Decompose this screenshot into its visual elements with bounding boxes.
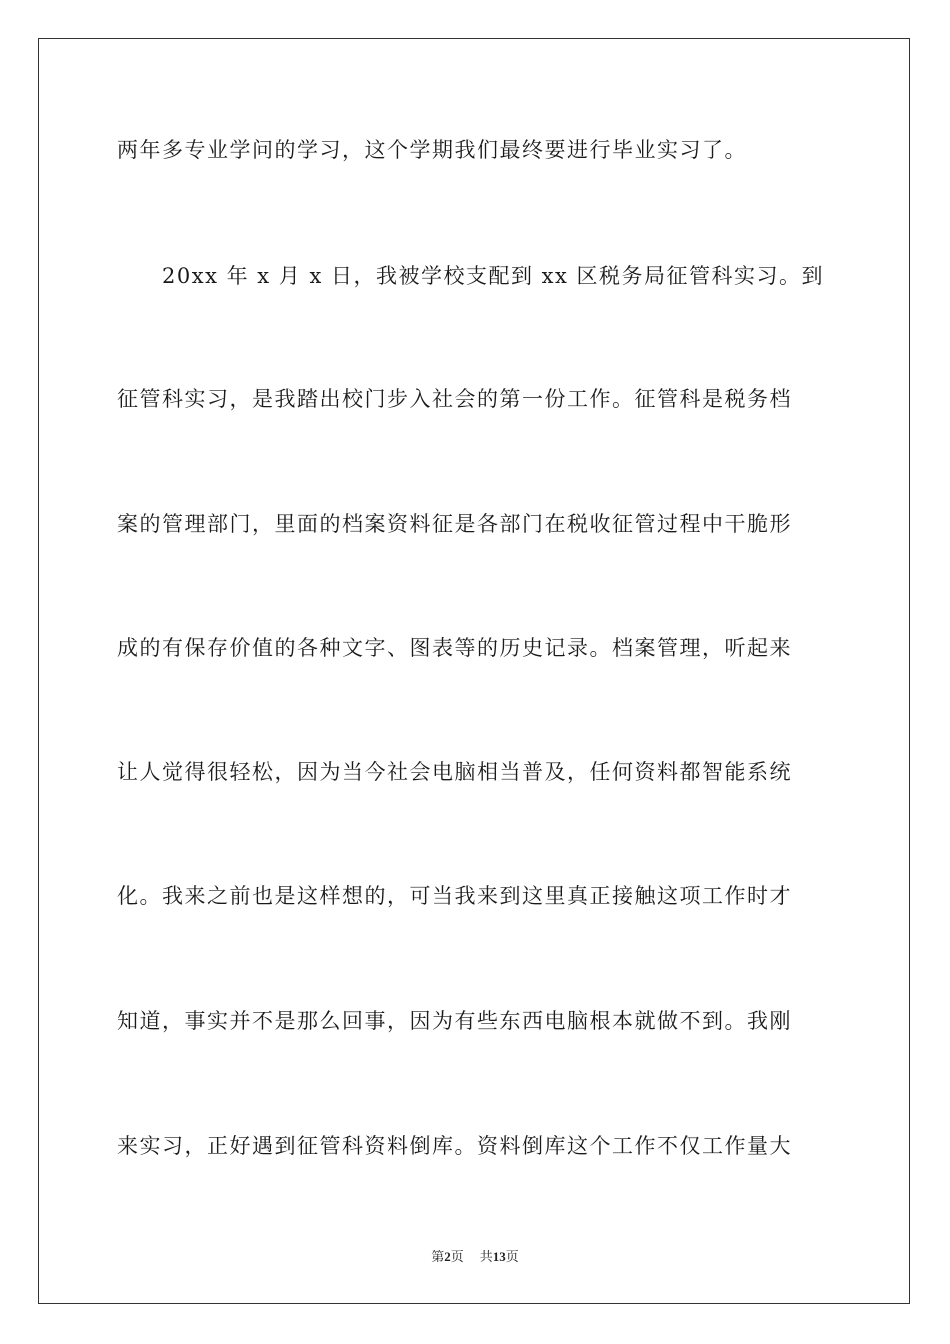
page-current: 2 [444, 1249, 451, 1264]
body-text-line: 成的有保存价值的各种文字、图表等的历史记录。档案管理，听起来 [117, 636, 792, 660]
body-text-line: 案的管理部门，里面的档案资料征是各部门在税收征管过程中干脆形 [117, 512, 792, 536]
page-prefix: 第 [431, 1250, 445, 1265]
body-text-line: 20xx 年 x 月 x 日，我被学校支配到 xx 区税务局征管科实习。到 [162, 264, 825, 288]
body-text-line: 征管科实习，是我踏出校门步入社会的第一份工作。征管科是税务档 [117, 387, 792, 411]
body-text-line: 两年多专业学问的学习，这个学期我们最终要进行毕业实习了。 [117, 138, 747, 162]
page-footer [0, 1248, 950, 1267]
page-suffix: 页 [450, 1250, 464, 1265]
page-total: 13 [492, 1249, 506, 1264]
body-text-line: 来实习，正好遇到征管科资料倒库。资料倒库这个工作不仅工作量大 [117, 1134, 792, 1158]
total-suffix: 页 [505, 1250, 519, 1265]
total-prefix: 共 [479, 1250, 493, 1265]
body-text-line: 化。我来之前也是这样想的，可当我来到这里真正接触这项工作时才 [117, 884, 792, 908]
page-border [38, 38, 910, 1304]
body-text-line: 知道，事实并不是那么回事，因为有些东西电脑根本就做不到。我刚 [117, 1009, 792, 1033]
body-text-line: 让人觉得很轻松，因为当今社会电脑相当普及，任何资料都智能系统 [117, 760, 792, 784]
